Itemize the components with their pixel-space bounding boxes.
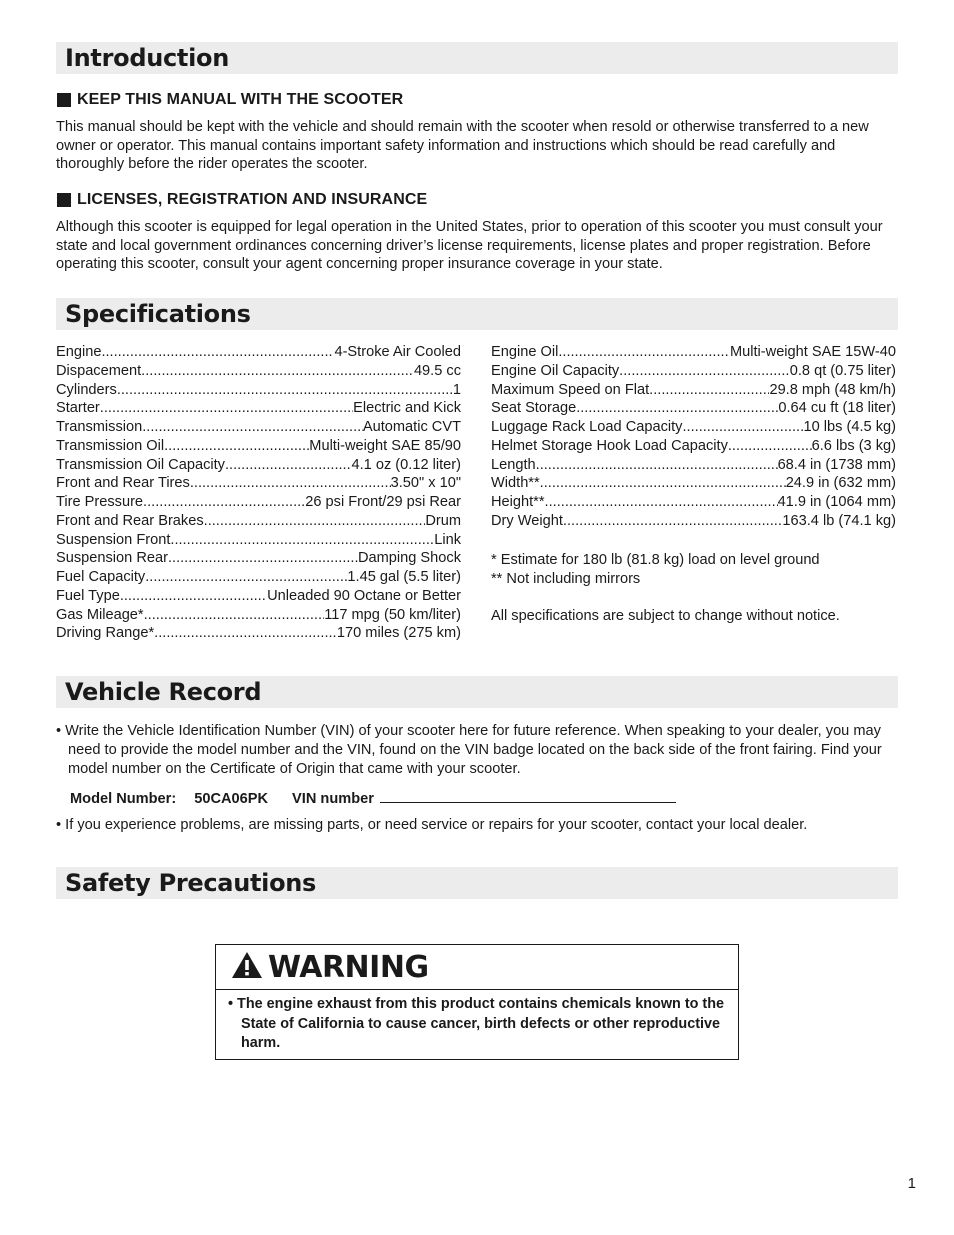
page-number: 1 [907, 1175, 916, 1192]
spec-list-left [56, 344, 461, 644]
spec-value: 0.8 qt (0.75 liter) [789, 362, 896, 379]
spec-row [56, 494, 461, 513]
spec-row [491, 400, 896, 419]
spec-row [56, 438, 461, 457]
spec-value: 29.8 mph (48 km/h) [769, 381, 896, 398]
spec-label: Transmission [56, 419, 143, 435]
spec-row [56, 550, 461, 569]
model-number-value: 50CA06PK [194, 791, 269, 807]
spec-row [491, 382, 896, 401]
spec-row [56, 513, 461, 532]
spec-label: Height** [491, 494, 545, 510]
vin-instructions: • Write the Vehicle Identification Number (VIN) of your scooter here for future reference. When speaking to your dealer, you may need to provide the model number and the VIN, found on the VIN badge located on the back side of the front fairing. Find your model number on the Certificate of Origin that came with your scooter. [56, 723, 882, 777]
spec-label: Fuel Capacity [56, 569, 146, 585]
spec-label: Fuel Type [56, 587, 120, 604]
spec-row [56, 344, 461, 363]
spec-label: Cylinders [56, 381, 117, 398]
warning-header [216, 945, 738, 990]
spec-label: Maximum Speed on Flat [491, 381, 650, 398]
spec-row [56, 457, 461, 476]
spec-row [491, 457, 896, 476]
keep-manual-text: This manual should be kept with the vehicle and should remain with the scooter when resold or otherwise transferred to a new owner or operator. This manual contains important safety information and instructions which should be read carefully and thoroughly before the rider operates the scooter. [56, 119, 869, 173]
spec-label: Seat Storage [491, 400, 577, 417]
warning-text: • The engine exhaust from this product contains chemicals known to the State of California to cause cancer, birth defects or other reproductive harm. [228, 996, 724, 1051]
spec-row [491, 494, 896, 513]
spec-value: 170 miles (275 km) [336, 625, 461, 642]
spec-value: 10 lbs (4.5 kg) [803, 419, 896, 435]
spec-label: Length [491, 456, 536, 473]
spec-value: Multi-weight SAE 85/90 [309, 437, 461, 454]
warning-body [216, 990, 738, 1054]
dealer-contact-text: • If you experience problems, are missing parts, or need service or repairs for your scooter, contact your local dealer. [56, 817, 808, 833]
spec-label: Transmission Oil [56, 437, 165, 454]
model-vin-line [70, 788, 676, 807]
keep-manual-heading [57, 91, 403, 109]
spec-value: 4-Stroke Air Cooled [334, 344, 461, 360]
spec-row [56, 475, 461, 494]
specifications-title: Specifications [65, 300, 251, 328]
spec-value: 24.9 in (632 mm) [785, 475, 896, 492]
spec-row [56, 363, 461, 382]
vin-blank-line [380, 788, 676, 803]
spec-label: Gas Mileage* [56, 606, 144, 623]
spec-row [56, 569, 461, 588]
spec-value: 41.9 in (1064 mm) [777, 494, 896, 510]
spec-value: Link [434, 531, 461, 548]
spec-label: Engine Oil Capacity [491, 362, 620, 379]
spec-label: Engine Oil [491, 344, 559, 360]
spec-label: Helmet Storage Hook Load Capacity [491, 437, 728, 454]
spec-row [56, 625, 461, 644]
spec-value: 26 psi Front/29 psi Rear [305, 494, 461, 510]
spec-row [491, 344, 896, 363]
specifications-header [56, 298, 898, 330]
spec-value: 3.50" x 10" [390, 475, 461, 492]
licenses-heading [57, 191, 427, 209]
vin-label: VIN number [292, 791, 374, 807]
introduction-header [56, 42, 898, 74]
spec-label: Tire Pressure [56, 494, 144, 510]
spec-value: 1.45 gal (5.5 liter) [347, 569, 461, 585]
warning-title: WARNING [268, 949, 429, 985]
spec-value: 0.64 cu ft (18 liter) [778, 400, 896, 417]
spec-label: Driving Range* [56, 625, 155, 642]
keep-manual-heading-text: KEEP THIS MANUAL WITH THE SCOOTER [77, 91, 404, 108]
spec-row [56, 400, 461, 419]
safety-title: Safety Precautions [65, 869, 317, 897]
spec-row [56, 419, 461, 438]
spec-row [56, 588, 461, 607]
spec-label: Width** [491, 475, 540, 492]
spec-value: 163.4 lb (74.1 kg) [782, 512, 896, 529]
spec-row [56, 532, 461, 551]
spec-label: Luggage Rack Load Capacity [491, 419, 683, 435]
note-mirrors: ** Not including mirrors [491, 571, 641, 587]
spec-row [491, 363, 896, 382]
spec-value: 68.4 in (1738 mm) [777, 456, 896, 473]
spec-label: Dispacement [56, 362, 142, 379]
introduction-title: Introduction [65, 44, 229, 72]
spec-value: Drum [425, 512, 461, 529]
spec-row [491, 438, 896, 457]
spec-value: Multi-weight SAE 15W-40 [729, 344, 896, 360]
spec-value: 1 [452, 381, 461, 398]
model-number-label: Model Number: [70, 791, 177, 807]
spec-row [56, 382, 461, 401]
spec-value: 6.6 lbs (3 kg) [811, 437, 896, 454]
licenses-text: Although this scooter is equipped for legal operation in the United States, prior to operation of this scooter you must consult your state and local government ordinances concerning driver’s license requirements, license plates and proper registration. Before operating this scooter, consult your agent concerning proper insurance coverage in your state. [56, 219, 883, 273]
spec-value: 4.1 oz (0.12 liter) [351, 456, 461, 473]
spec-row [491, 475, 896, 494]
spec-value: Damping Shock [357, 550, 461, 567]
spec-label: Suspension Rear [56, 550, 168, 567]
spec-list-right [491, 344, 896, 532]
spec-label: Front and Rear Brakes [56, 512, 204, 529]
note-change: All specifications are subject to change without notice. [491, 608, 840, 624]
warning-box [215, 944, 739, 1060]
warning-triangle-icon [230, 950, 264, 985]
spec-label: Dry Weight [491, 512, 563, 529]
spec-label: Starter [56, 400, 100, 417]
spec-label: Front and Rear Tires [56, 475, 190, 492]
square-bullet-icon [57, 193, 71, 207]
spec-row [491, 513, 896, 532]
spec-value: 49.5 cc [413, 362, 461, 379]
square-bullet-icon [57, 93, 71, 107]
licenses-heading-text: LICENSES, REGISTRATION AND INSURANCE [77, 191, 428, 208]
spec-label: Engine [56, 344, 102, 360]
spec-label: Suspension Front [56, 531, 171, 548]
spec-row [491, 419, 896, 438]
spec-value: Unleaded 90 Octane or Better [267, 587, 461, 604]
vehicle-record-title: Vehicle Record [65, 678, 262, 706]
note-estimate: * Estimate for 180 lb (81.8 kg) load on level ground [491, 552, 820, 568]
spec-value: Automatic CVT [362, 419, 461, 435]
safety-header [56, 867, 898, 899]
vehicle-record-header [56, 676, 898, 708]
spec-value: Electric and Kick [353, 400, 461, 417]
spec-value: 117 mpg (50 km/liter) [324, 606, 461, 623]
spec-label: Transmission Oil Capacity [56, 456, 225, 473]
spec-row [56, 607, 461, 626]
